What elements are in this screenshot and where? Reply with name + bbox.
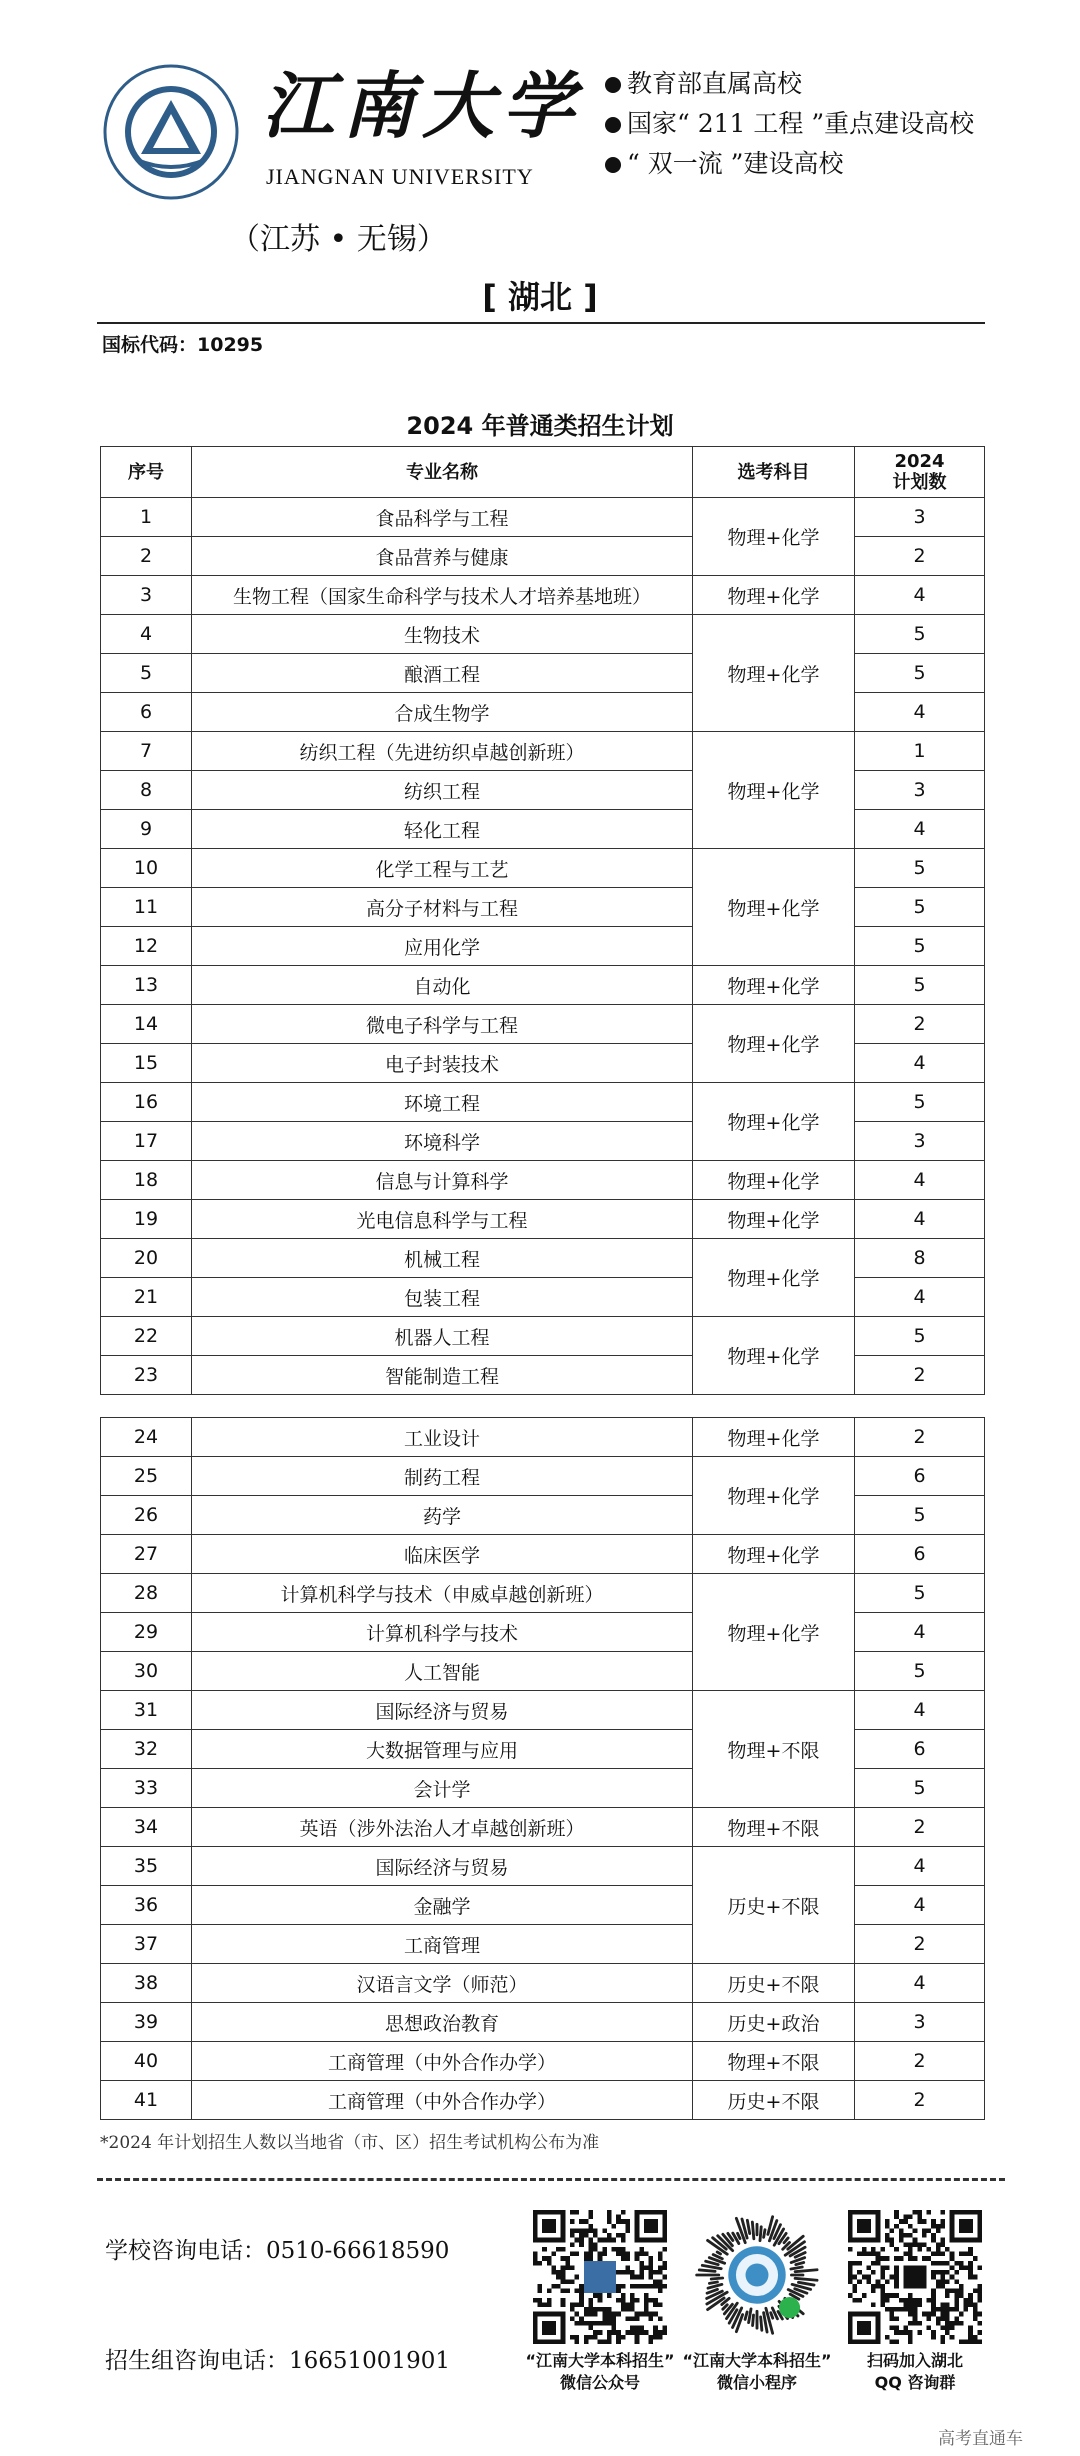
cell-index: 31 xyxy=(101,1691,192,1730)
cell-major: 电子封装技术 xyxy=(192,1044,693,1083)
group-phone: 招生组咨询电话：16651001901 xyxy=(105,2348,450,2374)
cell-major: 大数据管理与应用 xyxy=(192,1730,693,1769)
cell-plan-count: 4 xyxy=(855,1691,985,1730)
qr-caption-official-account: “江南大学本科招生” 微信公众号 xyxy=(525,2351,675,2392)
cell-major: 计算机科学与技术（申威卓越创新班） xyxy=(192,1574,693,1613)
cell-subject: 物理+化学 xyxy=(693,498,855,576)
cell-plan-count: 2 xyxy=(855,537,985,576)
cell-plan-count: 2 xyxy=(855,1418,985,1457)
table-row xyxy=(101,1847,985,1886)
university-emblem-logo xyxy=(103,64,239,200)
table-row xyxy=(101,615,985,654)
table-row xyxy=(101,849,985,888)
cell-major: 生物技术 xyxy=(192,615,693,654)
cell-major: 国际经济与贸易 xyxy=(192,1691,693,1730)
cell-subject: 物理+不限 xyxy=(693,1808,855,1847)
badge-item: 国家“ 211 工程 ”重点建设高校 xyxy=(605,104,974,144)
cell-major: 计算机科学与技术 xyxy=(192,1613,693,1652)
header-plan: 2024 计划数 xyxy=(855,447,985,498)
cell-major: 国际经济与贸易 xyxy=(192,1847,693,1886)
cell-plan-count: 5 xyxy=(855,888,985,927)
cell-major: 人工智能 xyxy=(192,1652,693,1691)
cell-subject: 物理+化学 xyxy=(693,1005,855,1083)
cell-plan-count: 5 xyxy=(855,1317,985,1356)
cell-index: 11 xyxy=(101,888,192,927)
table-row xyxy=(101,1691,985,1730)
cell-major: 工业设计 xyxy=(192,1418,693,1457)
cell-index: 36 xyxy=(101,1886,192,1925)
cell-index: 26 xyxy=(101,1496,192,1535)
cell-plan-count: 4 xyxy=(855,1613,985,1652)
cell-major: 食品科学与工程 xyxy=(192,498,693,537)
cell-index: 33 xyxy=(101,1769,192,1808)
cell-plan-count: 5 xyxy=(855,1769,985,1808)
table-row xyxy=(101,2042,985,2081)
cell-major: 会计学 xyxy=(192,1769,693,1808)
cell-index: 27 xyxy=(101,1535,192,1574)
cell-major: 合成生物学 xyxy=(192,693,693,732)
cell-major: 自动化 xyxy=(192,966,693,1005)
cell-plan-count: 4 xyxy=(855,810,985,849)
cell-index: 14 xyxy=(101,1005,192,1044)
cell-plan-count: 4 xyxy=(855,576,985,615)
cell-subject: 物理+化学 xyxy=(693,1083,855,1161)
cell-index: 23 xyxy=(101,1356,192,1395)
cell-index: 41 xyxy=(101,2081,192,2120)
cell-subject: 历史+不限 xyxy=(693,1964,855,2003)
cell-plan-count: 4 xyxy=(855,1200,985,1239)
table-row xyxy=(101,498,985,537)
cell-major: 智能制造工程 xyxy=(192,1356,693,1395)
table-row xyxy=(101,1005,985,1044)
cell-subject: 物理+化学 xyxy=(693,1239,855,1317)
cell-index: 34 xyxy=(101,1808,192,1847)
cell-major: 机器人工程 xyxy=(192,1317,693,1356)
cell-major: 高分子材料与工程 xyxy=(192,888,693,927)
cell-major: 制药工程 xyxy=(192,1457,693,1496)
cell-subject: 物理+不限 xyxy=(693,1691,855,1808)
cell-plan-count: 4 xyxy=(855,1886,985,1925)
cell-plan-count: 5 xyxy=(855,1496,985,1535)
cell-plan-count: 6 xyxy=(855,1457,985,1496)
cell-index: 12 xyxy=(101,927,192,966)
cell-plan-count: 4 xyxy=(855,693,985,732)
cell-plan-count: 5 xyxy=(855,849,985,888)
cell-index: 24 xyxy=(101,1418,192,1457)
cell-index: 29 xyxy=(101,1613,192,1652)
cell-plan-count: 2 xyxy=(855,1005,985,1044)
cell-index: 21 xyxy=(101,1278,192,1317)
cell-index: 18 xyxy=(101,1161,192,1200)
cell-major: 轻化工程 xyxy=(192,810,693,849)
table-row xyxy=(101,966,985,1005)
bullet-icon xyxy=(605,157,621,173)
wechat-official-account-qr-icon[interactable] xyxy=(533,2210,667,2344)
cell-major: 纺织工程（先进纺织卓越创新班） xyxy=(192,732,693,771)
table-row xyxy=(101,2003,985,2042)
cell-subject: 物理+化学 xyxy=(693,1457,855,1535)
divider xyxy=(97,322,985,324)
cell-major: 生物工程（国家生命科学与技术人才培养基地班） xyxy=(192,576,693,615)
cell-index: 39 xyxy=(101,2003,192,2042)
cell-index: 40 xyxy=(101,2042,192,2081)
cell-major: 微电子科学与工程 xyxy=(192,1005,693,1044)
table-row xyxy=(101,1161,985,1200)
cell-major: 汉语言文学（师范） xyxy=(192,1964,693,2003)
wechat-mini-program-qr-icon[interactable] xyxy=(690,2208,824,2342)
qr-caption-qq-group: 扫码加入湖北 QQ 咨询群 xyxy=(866,2351,963,2392)
cell-index: 9 xyxy=(101,810,192,849)
cell-index: 13 xyxy=(101,966,192,1005)
cell-index: 16 xyxy=(101,1083,192,1122)
cell-plan-count: 5 xyxy=(855,966,985,1005)
cell-index: 25 xyxy=(101,1457,192,1496)
cell-index: 6 xyxy=(101,693,192,732)
cell-plan-count: 5 xyxy=(855,1083,985,1122)
cell-plan-count: 6 xyxy=(855,1730,985,1769)
cell-plan-count: 5 xyxy=(855,927,985,966)
cell-index: 1 xyxy=(101,498,192,537)
university-badges xyxy=(605,64,974,184)
badge-item: “ 双一流 ”建设高校 xyxy=(605,144,974,184)
cell-index: 4 xyxy=(101,615,192,654)
enrollment-plan-table-part1 xyxy=(100,446,985,1395)
cell-major: 临床医学 xyxy=(192,1535,693,1574)
dashed-divider xyxy=(97,2178,1005,2181)
cell-index: 19 xyxy=(101,1200,192,1239)
table-title: 2024 年普通类招生计划 xyxy=(406,412,674,440)
cell-major: 环境科学 xyxy=(192,1122,693,1161)
cell-major: 机械工程 xyxy=(192,1239,693,1278)
cell-subject: 物理+化学 xyxy=(693,966,855,1005)
cell-subject: 历史+政治 xyxy=(693,2003,855,2042)
cell-major: 包装工程 xyxy=(192,1278,693,1317)
bullet-icon xyxy=(605,77,621,93)
qr-caption-mini-program: “江南大学本科招生” 微信小程序 xyxy=(682,2351,832,2392)
cell-index: 2 xyxy=(101,537,192,576)
table-row xyxy=(101,2081,985,2120)
cell-major: 纺织工程 xyxy=(192,771,693,810)
cell-plan-count: 3 xyxy=(855,2003,985,2042)
cell-subject: 历史+不限 xyxy=(693,2081,855,2120)
cell-major: 工商管理 xyxy=(192,1925,693,1964)
cell-index: 8 xyxy=(101,771,192,810)
table-row xyxy=(101,576,985,615)
cell-plan-count: 2 xyxy=(855,1356,985,1395)
table-row xyxy=(101,1239,985,1278)
header-major: 专业名称 xyxy=(192,447,693,498)
cell-subject: 物理+化学 xyxy=(693,576,855,615)
cell-major: 光电信息科学与工程 xyxy=(192,1200,693,1239)
cell-major: 思想政治教育 xyxy=(192,2003,693,2042)
cell-plan-count: 5 xyxy=(855,615,985,654)
cell-major: 工商管理（中外合作办学） xyxy=(192,2081,693,2120)
cell-index: 35 xyxy=(101,1847,192,1886)
cell-subject: 物理+化学 xyxy=(693,849,855,966)
cell-subject: 物理+化学 xyxy=(693,615,855,732)
cell-major: 工商管理（中外合作办学） xyxy=(192,2042,693,2081)
cell-index: 32 xyxy=(101,1730,192,1769)
school-phone: 学校咨询电话：0510-66618590 xyxy=(105,2238,450,2264)
footnote: *2024 年计划招生人数以当地省（市、区）招生考试机构公布为准 xyxy=(100,2133,600,2153)
cell-index: 20 xyxy=(101,1239,192,1278)
table-row xyxy=(101,1808,985,1847)
university-name-chinese: 江南大学 xyxy=(262,63,583,148)
table-row xyxy=(101,732,985,771)
cell-plan-count: 2 xyxy=(855,2042,985,2081)
cell-plan-count: 3 xyxy=(855,498,985,537)
cell-major: 应用化学 xyxy=(192,927,693,966)
cell-index: 10 xyxy=(101,849,192,888)
national-code: 国标代码：10295 xyxy=(102,334,264,356)
cell-subject: 物理+化学 xyxy=(693,1418,855,1457)
cell-major: 药学 xyxy=(192,1496,693,1535)
header-index: 序号 xyxy=(101,447,192,498)
cell-subject: 物理+化学 xyxy=(693,732,855,849)
cell-subject: 物理+化学 xyxy=(693,1161,855,1200)
cell-plan-count: 4 xyxy=(855,1044,985,1083)
cell-major: 食品营养与健康 xyxy=(192,537,693,576)
cell-plan-count: 3 xyxy=(855,1122,985,1161)
badge-item: 教育部直属高校 xyxy=(605,64,974,104)
cell-plan-count: 5 xyxy=(855,1574,985,1613)
cell-plan-count: 8 xyxy=(855,1239,985,1278)
cell-index: 5 xyxy=(101,654,192,693)
cell-subject: 物理+化学 xyxy=(693,1317,855,1395)
cell-major: 化学工程与工艺 xyxy=(192,849,693,888)
cell-plan-count: 4 xyxy=(855,1964,985,2003)
cell-major: 信息与计算科学 xyxy=(192,1161,693,1200)
cell-subject: 物理+化学 xyxy=(693,1200,855,1239)
cell-plan-count: 4 xyxy=(855,1847,985,1886)
table-row xyxy=(101,1418,985,1457)
bullet-icon xyxy=(605,117,621,133)
header-subject: 选考科目 xyxy=(693,447,855,498)
cell-plan-count: 5 xyxy=(855,654,985,693)
cell-plan-count: 5 xyxy=(855,1652,985,1691)
cell-index: 37 xyxy=(101,1925,192,1964)
cell-index: 22 xyxy=(101,1317,192,1356)
cell-plan-count: 4 xyxy=(855,1278,985,1317)
table-row xyxy=(101,1083,985,1122)
cell-index: 15 xyxy=(101,1044,192,1083)
cell-index: 17 xyxy=(101,1122,192,1161)
cell-major: 金融学 xyxy=(192,1886,693,1925)
cell-subject: 物理+化学 xyxy=(693,1574,855,1691)
university-location: （江苏 • 无锡） xyxy=(230,222,447,257)
cell-subject: 历史+不限 xyxy=(693,1847,855,1964)
cell-plan-count: 3 xyxy=(855,771,985,810)
cell-plan-count: 4 xyxy=(855,1161,985,1200)
cell-index: 30 xyxy=(101,1652,192,1691)
watermark: 高考直通车 xyxy=(938,2429,1023,2449)
cell-major: 英语（涉外法治人才卓越创新班） xyxy=(192,1808,693,1847)
table-row xyxy=(101,1457,985,1496)
cell-index: 28 xyxy=(101,1574,192,1613)
table-row xyxy=(101,1574,985,1613)
cell-index: 38 xyxy=(101,1964,192,2003)
table-row xyxy=(101,1200,985,1239)
university-name-english: JIANGNAN UNIVERSITY xyxy=(266,164,534,189)
province-title: [ 湖北 ] xyxy=(482,278,598,316)
cell-plan-count: 2 xyxy=(855,1808,985,1847)
cell-plan-count: 2 xyxy=(855,1925,985,1964)
cell-subject: 物理+化学 xyxy=(693,1535,855,1574)
cell-plan-count: 1 xyxy=(855,732,985,771)
cell-plan-count: 2 xyxy=(855,2081,985,2120)
cell-subject: 物理+不限 xyxy=(693,2042,855,2081)
cell-major: 酿酒工程 xyxy=(192,654,693,693)
enrollment-plan-table-part2 xyxy=(100,1417,985,2120)
cell-index: 3 xyxy=(101,576,192,615)
table-header-row xyxy=(101,447,985,498)
table-row xyxy=(101,1964,985,2003)
cell-major: 环境工程 xyxy=(192,1083,693,1122)
cell-plan-count: 6 xyxy=(855,1535,985,1574)
cell-index: 7 xyxy=(101,732,192,771)
table-row xyxy=(101,1535,985,1574)
table-row xyxy=(101,1317,985,1356)
qq-group-qr-icon[interactable] xyxy=(848,2210,982,2344)
